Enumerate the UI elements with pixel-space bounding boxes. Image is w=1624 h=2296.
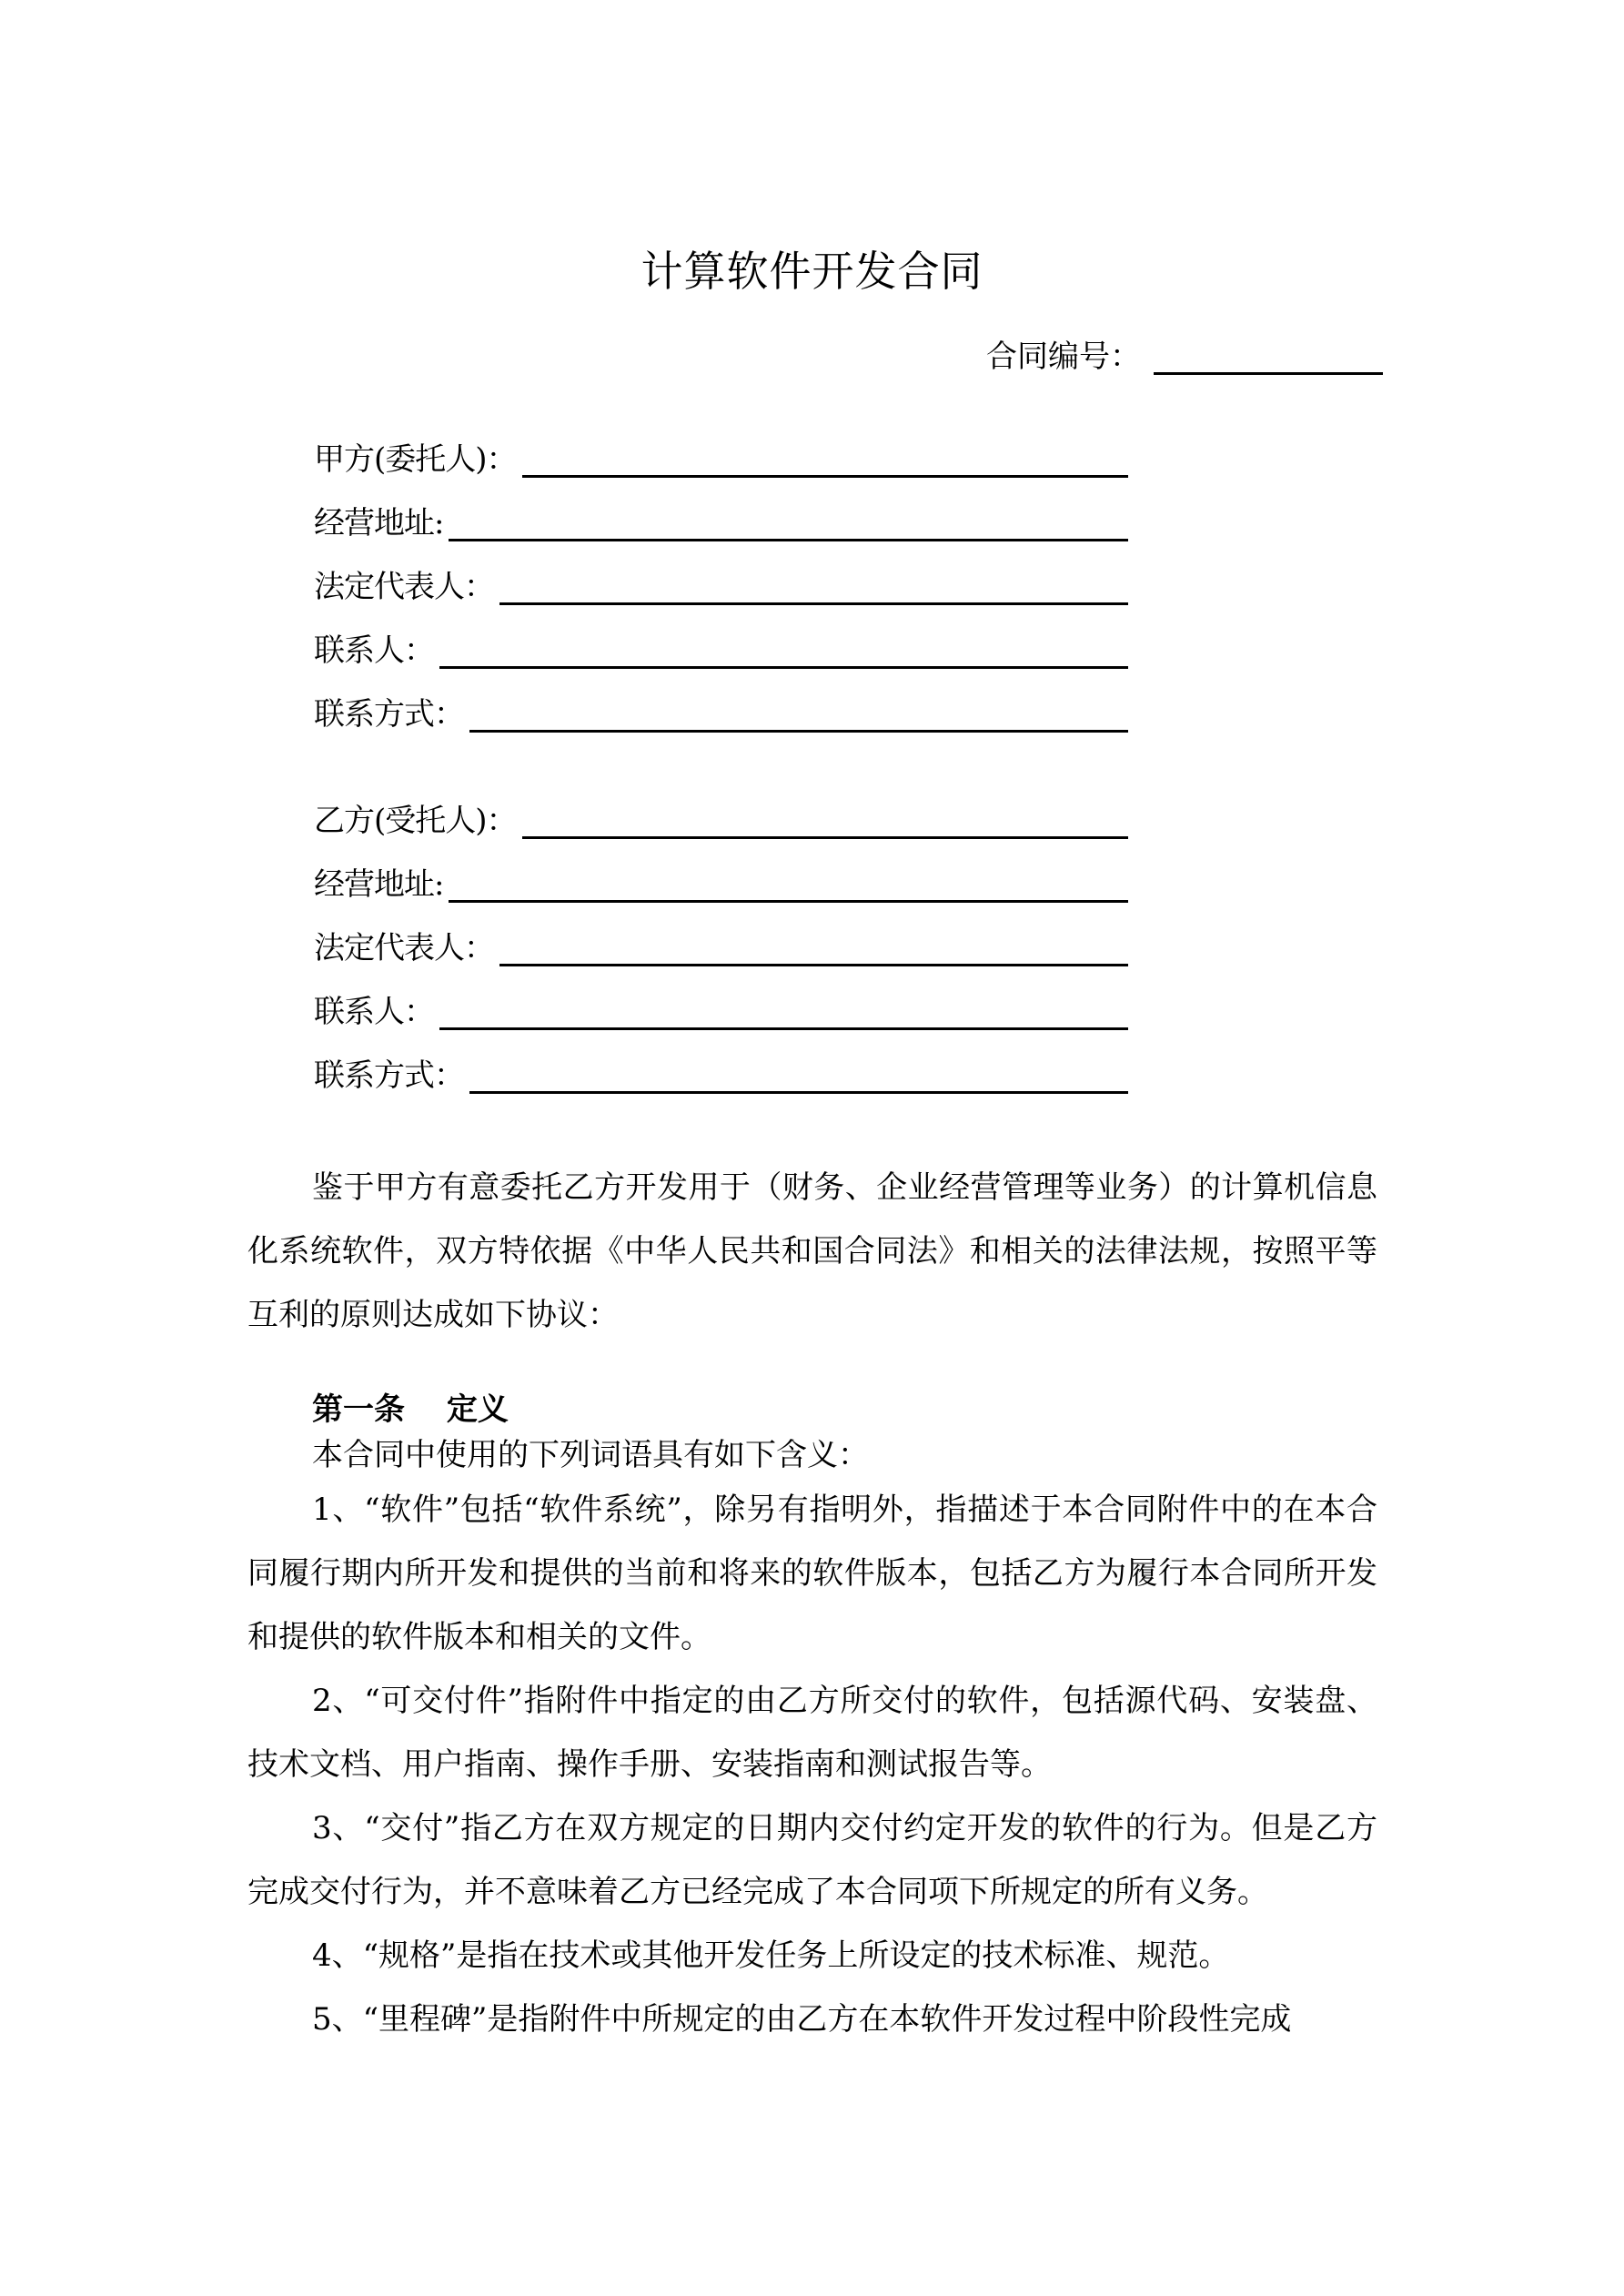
document-title: 计算软件开发合同 — [641, 247, 983, 296]
field-label: 法定代表人： — [314, 930, 494, 966]
definition-item: 5、“里程碑”是指附件中所规定的由乙方在本软件开发过程中阶段性完成 — [312, 2001, 1292, 2038]
field-label: 经营地址: — [314, 505, 444, 541]
party-a-name-field — [314, 441, 1128, 478]
fill-in-line[interactable] — [469, 1062, 1128, 1094]
contract-number-label: 合同编号： — [986, 339, 1141, 375]
fill-in-line[interactable] — [522, 446, 1128, 478]
preamble-paragraph: 鉴于甲方有意委托乙方开发用于（财务、企业经营管理等业务）的计算机信息化系统软件，双方特依据《中华人民共和国合同法》和相关的法律法规，按照平等互利的原则达成如下协议： — [247, 1169, 1377, 1333]
contract-number-blank[interactable] — [1154, 343, 1383, 375]
fill-in-line[interactable] — [499, 573, 1128, 605]
fill-in-line[interactable] — [439, 637, 1128, 669]
party-a-legal-rep-field — [314, 569, 1128, 605]
field-label: 甲方(委托人)： — [314, 441, 517, 478]
fill-in-line[interactable] — [499, 935, 1128, 966]
article-1-definitions — [247, 1387, 1377, 2051]
article-1-intro: 本合同中使用的下列词语具有如下含义： — [312, 1437, 869, 1473]
contract-number-field — [986, 339, 1383, 375]
party-b-address-field — [314, 866, 1128, 903]
party-b-legal-rep-field — [314, 930, 1128, 966]
definition-item: 2、“可交付件”指附件中指定的由乙方所交付的软件，包括源代码、安装盘、技术文档、用户指南、操作手册、安装指南和测试报告等。 — [247, 1683, 1377, 1783]
definition-item: 4、“规格”是指在技术或其他开发任务上所设定的技术标准、规范。 — [312, 1937, 1230, 1974]
fill-in-line[interactable] — [469, 701, 1128, 733]
definition-item: 3、“交付”指乙方在双方规定的日期内交付约定开发的软件的行为。但是乙方完成交付行为，并不意味着乙方已经完成了本合同项下所规定的所有义务。 — [247, 1810, 1377, 1910]
article-1-heading: 第一条 定义 — [312, 1391, 509, 1428]
party-b-name-field — [314, 803, 1128, 839]
definition-item: 1、“软件”包括“软件系统”，除另有指明外，指描述于本合同附件中的在本合同履行期内所开发和提供的当前和将来的软件版本，包括乙方为履行本合同所开发和提供的软件版本和相关的文件。 — [247, 1492, 1377, 1655]
party-b-contact-info-field — [314, 1057, 1128, 1094]
field-label: 联系人： — [314, 632, 434, 669]
field-label: 法定代表人： — [314, 569, 494, 605]
party-a-contact-person-field — [314, 632, 1128, 669]
party-a-address-field — [314, 505, 1128, 541]
field-label: 乙方(受托人)： — [314, 803, 517, 839]
party-a-section — [314, 441, 1128, 760]
field-label: 经营地址: — [314, 866, 444, 903]
field-label: 联系方式： — [314, 696, 464, 733]
fill-in-line[interactable] — [522, 807, 1128, 839]
party-b-section — [314, 803, 1128, 1121]
fill-in-line[interactable] — [449, 510, 1128, 541]
field-label: 联系方式： — [314, 1057, 464, 1094]
party-b-contact-person-field — [314, 994, 1128, 1030]
fill-in-line[interactable] — [439, 998, 1128, 1030]
field-label: 联系人： — [314, 994, 434, 1030]
party-a-contact-info-field — [314, 696, 1128, 733]
fill-in-line[interactable] — [449, 871, 1128, 903]
